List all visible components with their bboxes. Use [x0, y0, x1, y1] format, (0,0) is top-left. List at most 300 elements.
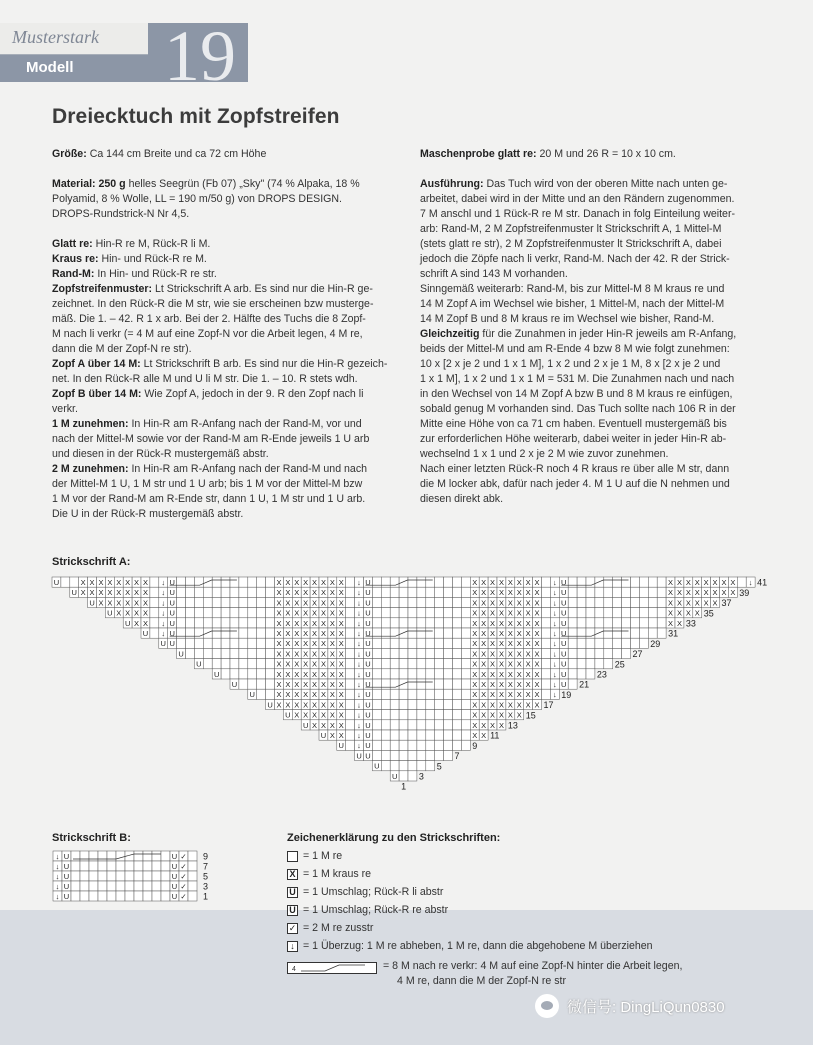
chart-cell	[453, 659, 462, 669]
chart-cell-symbol: X	[142, 588, 148, 598]
chart-cell	[648, 577, 657, 587]
chart-cell-symbol: U	[63, 882, 70, 891]
simul-line-5: in den Wechsel von 14 M Zopf A bzw B und 8 M kraus re einfügen,	[420, 388, 733, 400]
chart-cell	[239, 628, 248, 638]
chart-cell-symbol: X	[525, 669, 531, 679]
cable-symbol-number: 4	[292, 966, 296, 973]
chart-cell	[639, 587, 648, 597]
chart-a-row-number: 29	[650, 638, 661, 649]
chart-cell	[221, 577, 230, 587]
chart-cell	[203, 597, 212, 607]
exec-line-5: (stets glatt re str), 2 M Zopfstreifenmuster lt Strickschrift A, dabei	[420, 238, 722, 250]
chart-cell	[381, 699, 390, 709]
chart-cell	[161, 851, 170, 861]
chart-cell	[453, 618, 462, 628]
chart-cell-symbol: X	[516, 649, 522, 659]
chart-cell	[186, 597, 195, 607]
chart-a-row-number: 21	[579, 679, 590, 690]
chart-cell-symbol: X	[507, 669, 513, 679]
chart-cell-symbol: ↓	[552, 690, 557, 700]
chart-a-row-number: 3	[418, 771, 424, 782]
chart-cell-symbol: X	[721, 578, 727, 587]
cable-symbol-icon	[287, 962, 377, 974]
chart-cell	[408, 648, 417, 658]
chart-cell-symbol: X	[490, 659, 496, 669]
chart-cell-symbol: X	[338, 669, 344, 679]
chart-cell	[150, 618, 159, 628]
chart-cell-symbol: ↓	[552, 598, 557, 608]
chart-cell	[390, 638, 399, 648]
chart-cell	[239, 638, 248, 648]
chart-cell	[542, 587, 551, 597]
chart-cell-symbol: X	[338, 720, 344, 730]
chart-cell	[435, 730, 444, 740]
chart-cell-symbol: ↓	[161, 618, 166, 628]
chart-cell-symbol: X	[285, 598, 291, 608]
chart-cell	[444, 597, 453, 607]
chart-cell	[212, 659, 221, 669]
chart-cell	[461, 699, 470, 709]
chart-cell-symbol: U	[561, 618, 567, 628]
chart-cell-symbol: X	[294, 669, 300, 679]
legend-text: = 1 M re	[303, 850, 343, 862]
chart-cell-symbol: ↓	[357, 639, 361, 649]
chart-cell	[177, 618, 186, 628]
chart-cell	[186, 638, 195, 648]
chart-cell-symbol: X	[516, 710, 522, 720]
chart-cell	[408, 679, 417, 689]
chart-cell-symbol: X	[116, 598, 122, 608]
chart-cell-symbol: X	[490, 720, 496, 730]
chart-cell	[613, 648, 622, 658]
chart-cell	[150, 628, 159, 638]
chart-a-row-number: 41	[757, 577, 768, 588]
simul-line-10: Nach einer letzten Rück-R noch 4 R kraus re über alle M str, dann	[420, 463, 730, 475]
chart-cell-symbol: X	[668, 588, 674, 598]
chart-cell-symbol: X	[498, 649, 504, 659]
chart-cell	[417, 679, 426, 689]
chart-cell-symbol: U	[561, 649, 567, 659]
chart-cell-symbol: X	[338, 700, 344, 710]
chart-cell-symbol: ↓	[552, 608, 557, 618]
chart-cell	[390, 761, 399, 771]
chart-cell	[568, 577, 577, 587]
chart-cell	[399, 577, 408, 587]
chart-cell	[453, 608, 462, 618]
chart-cell-symbol: X	[303, 578, 309, 587]
chart-cell-symbol: X	[303, 598, 309, 608]
chart-cell	[542, 618, 551, 628]
chart-cell-symbol: X	[329, 618, 335, 628]
chart-cell	[426, 750, 435, 760]
chart-cell-symbol: U	[561, 629, 567, 638]
chart-cell	[577, 638, 586, 648]
chart-cell	[399, 638, 408, 648]
chart-cell	[346, 659, 355, 669]
chart-cell	[346, 597, 355, 607]
inc2-line-4: Die U in der Rück-R mustergemäß abstr.	[52, 508, 244, 520]
chart-cell	[257, 659, 266, 669]
chart-cell	[444, 730, 453, 740]
chart-cell-symbol: X	[481, 710, 487, 720]
chart-cell	[71, 851, 80, 861]
chart-cell-symbol: ✓	[180, 872, 187, 881]
chart-cell	[346, 608, 355, 618]
chart-cell	[239, 597, 248, 607]
chart-cell-symbol: X	[294, 700, 300, 710]
chart-cell-symbol: U	[365, 669, 371, 679]
chart-cell	[435, 618, 444, 628]
k2tog-symbol-icon: ✓	[288, 923, 297, 933]
chart-cell-symbol: ↓	[357, 669, 361, 679]
chart-cell	[71, 871, 80, 881]
chart-cell	[461, 679, 470, 689]
chart-cell	[221, 628, 230, 638]
chart-cell	[435, 689, 444, 699]
chart-cell	[381, 587, 390, 597]
chart-cell-symbol: X	[472, 720, 478, 730]
chart-cell	[461, 740, 470, 750]
chart-cell-symbol: X	[498, 700, 504, 710]
chart-cell-symbol: X	[472, 588, 478, 598]
chart-cell	[257, 679, 266, 689]
chart-cell-symbol: X	[507, 618, 513, 628]
chart-cell	[453, 710, 462, 720]
chart-cell-symbol: X	[534, 690, 540, 700]
chart-cell-symbol: U	[71, 588, 77, 598]
chart-cell-symbol: X	[498, 608, 504, 618]
chart-cell	[639, 618, 648, 628]
chart-cell	[568, 587, 577, 597]
chart-cell-symbol: X	[320, 649, 326, 659]
knit-symbol-icon	[287, 851, 298, 862]
chart-cell	[444, 750, 453, 760]
chart-cell-symbol: X	[320, 700, 326, 710]
chart-cell	[444, 699, 453, 709]
exec-line-7: schrift A sind 143 M vorhanden.	[420, 268, 568, 280]
chart-cell	[444, 628, 453, 638]
chart-cell-symbol: X	[285, 618, 291, 628]
legend-title: Zeichenerklärung zu den Strickschriften:	[287, 832, 501, 844]
chart-cell	[372, 710, 381, 720]
chart-cell	[622, 597, 631, 607]
chart-cell-symbol: X	[80, 578, 86, 587]
chart-cell-symbol: ↓	[552, 578, 557, 587]
chart-cell-symbol: X	[285, 690, 291, 700]
chart-cell-symbol: U	[160, 639, 166, 649]
chart-cell	[417, 740, 426, 750]
chart-cell-symbol: X	[285, 578, 291, 587]
chart-cell-symbol: X	[329, 588, 335, 598]
chart-cell-symbol: X	[338, 608, 344, 618]
chart-cell	[435, 679, 444, 689]
zopfA-line: Zopf A über 14 M: Lt Strickschrift B arb. Es sind nur die Hin-R gezeich-	[52, 358, 388, 370]
chart-cell-symbol: X	[285, 629, 291, 638]
material-line-3: DROPS-Rundstrick-N Nr 4,5.	[52, 208, 190, 220]
chart-cell	[604, 648, 613, 658]
legend-text: = 2 M re zusstr	[303, 922, 374, 934]
chart-b-row-number: 9	[203, 851, 209, 862]
chart-a-row-number: 11	[490, 730, 500, 741]
chart-cell	[417, 720, 426, 730]
chart-cell	[417, 597, 426, 607]
chart-cell	[381, 638, 390, 648]
size-line: Größe: Ca 144 cm Breite und ca 72 cm Höhe	[52, 148, 267, 160]
chart-cell-symbol: X	[329, 629, 335, 638]
chart-cell	[381, 730, 390, 740]
chart-cell-symbol: X	[472, 731, 478, 740]
chart-a-row-number: 7	[454, 751, 460, 762]
chart-cell	[257, 608, 266, 618]
chart-cell	[221, 608, 230, 618]
chart-cell-symbol: X	[107, 588, 113, 598]
chart-cell-symbol: U	[124, 618, 131, 628]
chart-cell	[444, 618, 453, 628]
chart-cell-symbol: ↓	[552, 629, 557, 638]
chart-cell	[346, 699, 355, 709]
chart-cell-symbol: ✓	[180, 892, 187, 901]
chart-cell	[239, 608, 248, 618]
chart-cell	[212, 577, 221, 587]
chart-cell	[435, 597, 444, 607]
chart-cell-symbol: X	[329, 578, 335, 587]
chart-cell	[188, 871, 197, 881]
chart-cell	[435, 669, 444, 679]
exec-line: Ausführung: Das Tuch wird von der oberen Mitte nach unten ge-	[420, 178, 728, 190]
chart-cell	[426, 648, 435, 658]
chart-cell	[586, 597, 595, 607]
chart-cell-symbol: X	[472, 649, 478, 659]
chart-cell	[408, 577, 417, 587]
series-label: Musterstark	[12, 27, 99, 47]
chart-cell	[107, 881, 116, 891]
chart-cell	[257, 628, 266, 638]
chart-a-row	[248, 689, 560, 699]
chart-cell-symbol: U	[365, 588, 371, 598]
chart-cell-symbol: X	[481, 669, 487, 679]
chart-cell-symbol: X	[312, 649, 318, 659]
chart-cell-symbol: X	[730, 588, 736, 598]
chart-cell-symbol: X	[276, 649, 282, 659]
chart-a-row	[141, 628, 666, 638]
chart-cell	[435, 638, 444, 648]
chart-cell	[542, 689, 551, 699]
chart-cell	[657, 608, 666, 618]
chart-cell	[186, 648, 195, 658]
chart-cell	[248, 659, 257, 669]
chart-cell-symbol: X	[676, 598, 682, 608]
chart-cell	[461, 720, 470, 730]
chart-cell-symbol: X	[516, 598, 522, 608]
chart-cell	[461, 628, 470, 638]
chart-cell	[435, 577, 444, 587]
chart-cell	[152, 861, 161, 871]
chart-cell-symbol: X	[721, 588, 727, 598]
chart-cell	[586, 669, 595, 679]
chart-cell-symbol: X	[534, 669, 540, 679]
chart-cell-symbol: X	[276, 608, 282, 618]
chart-cell-symbol: X	[276, 700, 282, 710]
chart-cell-symbol: U	[171, 862, 178, 871]
chart-cell	[134, 861, 143, 871]
chart-cell-symbol: ↓	[161, 588, 166, 598]
chart-cell	[143, 851, 152, 861]
chart-cell	[613, 638, 622, 648]
chart-cell-symbol: X	[285, 700, 291, 710]
chart-cell-symbol: X	[481, 731, 487, 740]
chart-cell	[194, 608, 203, 618]
chart-cell	[399, 720, 408, 730]
chart-cell	[372, 608, 381, 618]
chart-cell	[408, 597, 417, 607]
chart-cell-symbol: X	[525, 680, 531, 689]
chart-cell-symbol: X	[142, 608, 148, 618]
chart-cell	[577, 618, 586, 628]
chart-cell	[417, 618, 426, 628]
chart-cell-symbol: X	[507, 578, 513, 587]
chart-cell	[390, 740, 399, 750]
chart-cell	[453, 689, 462, 699]
chart-b-row-number: 7	[203, 861, 209, 872]
chart-cell-symbol: X	[303, 659, 309, 669]
chart-cell-symbol: X	[320, 680, 326, 689]
chart-a-row	[230, 679, 577, 689]
chart-cell	[125, 891, 134, 901]
chart-cell	[399, 628, 408, 638]
chart-cell	[577, 597, 586, 607]
chart-cell-symbol: X	[525, 639, 531, 649]
chart-cell-symbol: X	[276, 629, 282, 638]
chart-cell-symbol: ↓	[357, 588, 361, 598]
chart-cell-symbol: X	[472, 669, 478, 679]
chart-cell	[408, 740, 417, 750]
chart-cell	[399, 689, 408, 699]
chart-cell	[426, 587, 435, 597]
chart-cell-symbol: X	[116, 578, 122, 587]
chart-cell	[595, 648, 604, 658]
chart-cell	[399, 761, 408, 771]
chart-cell	[152, 891, 161, 901]
chart-cell	[346, 679, 355, 689]
inc2-line-2: der Mittel-M 1 U, 1 M str und 1 U arb; bis 1 M vor der Mittel-M bzw	[52, 478, 363, 490]
chart-cell	[372, 740, 381, 750]
chart-cell-symbol: X	[534, 639, 540, 649]
chart-cell	[426, 689, 435, 699]
chart-cell	[221, 618, 230, 628]
chart-b-row	[53, 871, 197, 881]
inc1-line-2: nach der Mittel-M sowie vor der Rand-M am R-Ende jeweils 1 U arb	[52, 433, 370, 445]
chart-cell	[453, 720, 462, 730]
chart-cell	[372, 750, 381, 760]
chart-cell	[71, 881, 80, 891]
chart-cell-symbol: X	[481, 629, 487, 638]
chart-cell-symbol: X	[338, 588, 344, 598]
chart-a-row-number: 35	[703, 608, 714, 619]
chart-cell-symbol: U	[171, 852, 178, 861]
material-line: Material: 250 g helles Seegrün (Fb 07) „Sky" (74 % Alpaka, 18 %	[52, 178, 360, 190]
chart-cell-symbol: X	[276, 598, 282, 608]
chart-cell	[453, 679, 462, 689]
chart-cell-symbol: X	[276, 690, 282, 700]
chart-cell-symbol: X	[668, 598, 674, 608]
chart-cell-symbol: X	[338, 639, 344, 649]
chart-cell	[381, 597, 390, 607]
chart-cell-symbol: X	[498, 710, 504, 720]
chart-cell	[444, 638, 453, 648]
chart-cell	[372, 720, 381, 730]
chart-cell	[577, 669, 586, 679]
chart-b-row	[53, 861, 197, 871]
chart-cell	[177, 638, 186, 648]
chart-cell-symbol: X	[303, 588, 309, 598]
chart-cell	[444, 608, 453, 618]
chart-cell	[408, 699, 417, 709]
chart-cell	[143, 881, 152, 891]
chart-cell	[230, 638, 239, 648]
chart-cell	[248, 648, 257, 658]
chart-cell-symbol: X	[320, 710, 326, 720]
chart-cell-symbol: U	[365, 710, 371, 720]
yarnover-symbol-icon: U	[287, 887, 298, 898]
chart-cell	[257, 577, 266, 587]
chart-cell-symbol: X	[338, 649, 344, 659]
chart-cell	[134, 881, 143, 891]
chart-cell-symbol: X	[490, 680, 496, 689]
chart-cell	[657, 587, 666, 597]
chart-cell	[417, 628, 426, 638]
chart-cell	[257, 638, 266, 648]
garter-symbol-icon: X	[287, 869, 298, 880]
chart-cell-symbol: U	[171, 872, 178, 881]
chart-cell-symbol: U	[365, 731, 371, 740]
chart-cell	[177, 587, 186, 597]
chart-cell	[461, 710, 470, 720]
chart-cell	[98, 861, 107, 871]
chart-cell	[89, 861, 98, 871]
chart-cell	[399, 771, 408, 781]
chart-cell	[435, 699, 444, 709]
chart-cell	[461, 730, 470, 740]
chart-cell	[435, 648, 444, 658]
inc2-line: 2 M zunehmen: In Hin-R am R-Anfang nach der Rand-M und nach	[52, 463, 368, 475]
chart-cell	[586, 618, 595, 628]
chart-a-row	[301, 720, 506, 730]
chart-cell-symbol: U	[561, 639, 567, 649]
legend-text: = 1 M kraus re	[303, 868, 372, 880]
chart-cell-symbol: U	[169, 629, 175, 638]
chart-cell-symbol: U	[365, 659, 371, 669]
chart-cell-symbol: X	[490, 690, 496, 700]
chart-cell	[604, 659, 613, 669]
chart-cell	[125, 861, 134, 871]
chart-cell-symbol: X	[320, 690, 326, 700]
chart-cell-symbol: X	[276, 618, 282, 628]
chart-cell	[125, 871, 134, 881]
chart-cell	[98, 891, 107, 901]
chart-cell	[372, 597, 381, 607]
chart-cell-symbol: X	[676, 578, 682, 587]
chart-cell-symbol: X	[329, 649, 335, 659]
chart-cell	[595, 638, 604, 648]
chart-cell-symbol: X	[285, 649, 291, 659]
chart-cell-symbol: X	[498, 659, 504, 669]
chart-cell	[381, 720, 390, 730]
chart-cell	[390, 720, 399, 730]
chart-cell-symbol: U	[169, 578, 175, 587]
chart-cell-symbol: X	[329, 639, 335, 649]
chart-cell-symbol: X	[125, 578, 131, 587]
zopfA-line-2: net. In den Rück-R alle M und U li M str. Die 1. – 10. R stets wdh.	[52, 373, 358, 385]
